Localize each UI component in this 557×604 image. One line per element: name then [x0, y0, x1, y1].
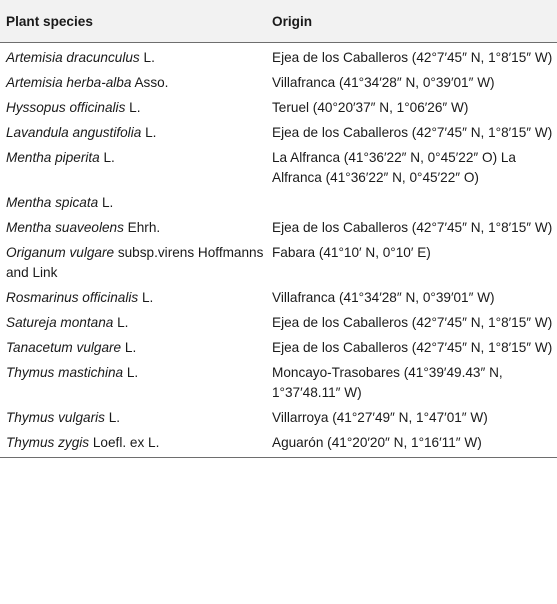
header-origin: Origin: [272, 0, 557, 43]
origin-cell: Villafranca (41°34′28″ N, 0°39′01″ W): [272, 290, 495, 305]
table-row: [0, 143, 557, 188]
table-row: [0, 333, 557, 358]
table-row: [0, 403, 557, 428]
plant-species-cell: [0, 333, 272, 358]
species-name: Thymus vulgaris: [6, 410, 105, 425]
plant-species-cell: [0, 428, 272, 458]
origin-cell: Ejea de los Caballeros (42°7′45″ N, 1°8′15″ W): [272, 340, 553, 355]
origin-cell: [272, 188, 557, 213]
table-row: [0, 308, 557, 333]
species-name: Mentha piperita: [6, 150, 100, 165]
header-plant-species: Plant species: [0, 0, 272, 43]
species-authority: L.: [138, 290, 154, 305]
table-row: [0, 43, 557, 69]
table-row: [0, 238, 557, 283]
table-row: [0, 118, 557, 143]
species-name: Artemisia herba-alba: [6, 75, 132, 90]
origin-cell: La Alfranca (41°36′22″ N, 0°45′22″ O) La Alfranca (41°36′22″ N, 0°45′22″ O): [272, 150, 516, 185]
species-authority: L.: [98, 195, 114, 210]
plant-species-cell: [0, 283, 272, 308]
species-name: Origanum vulgare: [6, 245, 115, 260]
origin-cell: Fabara (41°10′ N, 0°10′ E): [272, 245, 431, 260]
species-name: Rosmarinus officinalis: [6, 290, 139, 305]
plant-species-cell: [0, 43, 272, 69]
table-row: [0, 283, 557, 308]
species-authority: L.: [123, 365, 139, 380]
table-row: [0, 188, 557, 213]
origin-cell: Ejea de los Caballeros (42°7′45″ N, 1°8′15″ W): [272, 50, 553, 65]
origin-cell: Aguarón (41°20′20″ N, 1°16′11″ W): [272, 428, 557, 458]
plant-species-cell: [0, 143, 272, 188]
species-authority: L.: [125, 100, 141, 115]
origin-cell: Teruel (40°20′37″ N, 1°06′26″ W): [272, 100, 469, 115]
species-authority: Ehrh.: [123, 220, 161, 235]
table-body: [0, 43, 557, 458]
species-authority: Loefl. ex L.: [89, 435, 160, 450]
plant-species-cell: [0, 68, 272, 93]
species-name: Artemisia dracunculus: [6, 50, 140, 65]
species-name: Mentha spicata: [6, 195, 99, 210]
species-name: Tanacetum vulgare: [6, 340, 122, 355]
origin-cell: Ejea de los Caballeros (42°7′45″ N, 1°8′15″ W): [272, 125, 553, 140]
species-authority: subsp.virens Hoffmanns and Link: [6, 245, 264, 280]
species-authority: L.: [139, 50, 155, 65]
plant-species-cell: [0, 188, 272, 213]
origin-cell: Villarroya (41°27′49″ N, 1°47′01″ W): [272, 410, 488, 425]
species-authority: Asso.: [131, 75, 169, 90]
origin-cell: Villafranca (41°34′28″ N, 0°39′01″ W): [272, 75, 495, 90]
plant-species-cell: [0, 118, 272, 143]
header-row: [0, 0, 557, 43]
plant-species-cell: [0, 308, 272, 333]
species-authority: L.: [99, 150, 115, 165]
species-authority: L.: [141, 125, 157, 140]
table-row: [0, 68, 557, 93]
plant-species-cell: [0, 358, 272, 403]
plant-species-cell: [0, 238, 272, 283]
origin-cell: Ejea de los Caballeros (42°7′45″ N, 1°8′15″ W): [272, 220, 553, 235]
species-authority: L.: [121, 340, 137, 355]
table-row: [0, 93, 557, 118]
plant-species-cell: [0, 93, 272, 118]
plant-species-cell: [0, 213, 272, 238]
species-name: Thymus mastichina: [6, 365, 124, 380]
species-name: Satureja montana: [6, 315, 114, 330]
species-authority: L.: [104, 410, 121, 425]
origin-cell: Moncayo-Trasobares (41°39′49.43″ N, 1°37′48.11″ W): [272, 365, 503, 400]
origin-cell: Ejea de los Caballeros (42°7′45″ N, 1°8′15″ W): [272, 315, 553, 330]
plant-species-cell: [0, 403, 272, 428]
table-row: [0, 428, 557, 458]
species-name: Thymus zygis: [6, 435, 90, 450]
species-authority: L.: [113, 315, 129, 330]
species-name: Hyssopus officinalis: [6, 100, 126, 115]
table-row: [0, 213, 557, 238]
table-row: [0, 358, 557, 403]
species-name: Lavandula angustifolia: [6, 125, 142, 140]
species-name: Mentha suaveolens: [6, 220, 124, 235]
